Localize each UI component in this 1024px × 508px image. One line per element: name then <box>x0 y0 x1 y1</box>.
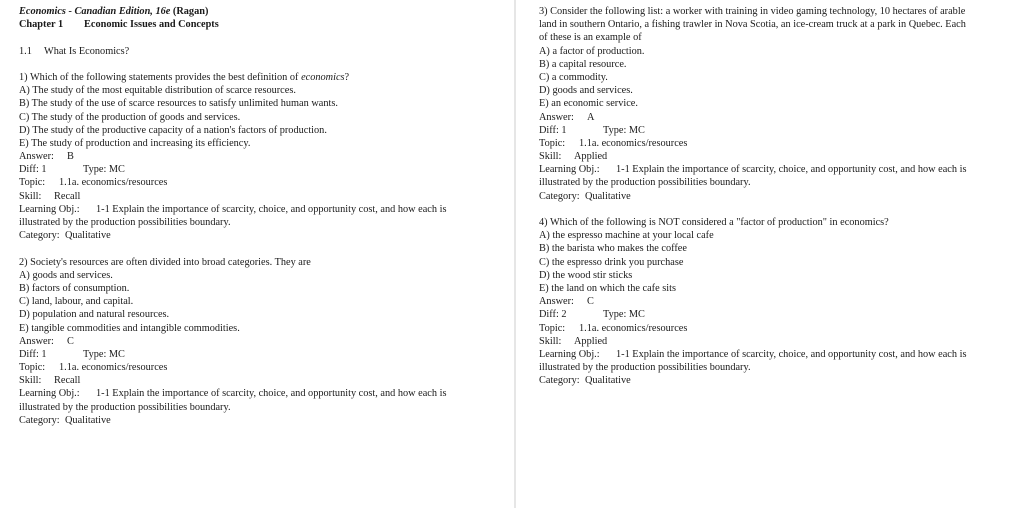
question-stem-line-2: land in southern Ontario, a fishing trawler in Nova Scotia, an ice-cream truck at a park in Quebec. Each <box>539 19 966 31</box>
diff-label-value <box>539 308 603 321</box>
diff-label: Diff: <box>539 309 559 321</box>
question-stem <box>19 71 515 84</box>
type-value: MC <box>628 309 645 321</box>
section-title: What Is Economics? <box>44 45 130 57</box>
option-b: B) The study of the use of scarce resources to satisfy unlimited human wants. <box>19 98 338 110</box>
question-3 <box>539 5 1024 203</box>
category-label: Category: <box>539 190 580 202</box>
diff-label-value <box>19 348 83 361</box>
learning-obj-line <box>19 387 515 400</box>
topic-label: Topic: <box>19 177 46 189</box>
skill-line <box>539 150 1024 163</box>
skill-label: Skill: <box>539 335 562 347</box>
answer-value: C <box>587 296 594 308</box>
chapter-title: Economic Issues and Concepts <box>84 19 219 31</box>
option-a: A) goods and services. <box>19 269 113 281</box>
book-title: Economics - Canadian Edition, 16e <box>19 6 171 17</box>
diff-value: 1 <box>561 124 567 136</box>
answer-line <box>19 335 515 348</box>
option-d: D) goods and services. <box>539 85 633 97</box>
skill-line <box>539 335 1024 348</box>
type-label: Type: <box>603 309 627 321</box>
chapter-heading <box>19 18 515 31</box>
answer-value: C <box>67 335 74 347</box>
topic-value: 1.1a. economics/resources <box>59 177 168 189</box>
skill-value: Recall <box>54 190 81 202</box>
learning-obj-continuation: illustrated by the production possibilities boundary. <box>539 177 751 189</box>
category-line <box>19 229 515 242</box>
learning-obj-label: Learning Obj.: <box>539 348 600 360</box>
answer-label: Answer: <box>539 296 574 308</box>
option-e: E) The study of production and increasing its efficiency. <box>19 137 251 149</box>
category-label: Category: <box>19 414 60 426</box>
answer-line <box>539 111 1024 124</box>
category-value: Qualitative <box>65 230 111 242</box>
answer-line <box>19 150 515 163</box>
learning-obj-continuation: illustrated by the production possibilities boundary. <box>539 362 751 374</box>
diff-label-value <box>539 124 603 137</box>
category-value: Qualitative <box>65 414 111 426</box>
category-value: Qualitative <box>585 190 631 202</box>
skill-value: Applied <box>574 151 608 163</box>
skill-line <box>19 190 515 203</box>
diff-line <box>19 163 515 176</box>
topic-value: 1.1a. economics/resources <box>579 137 688 149</box>
answer-value: A <box>587 111 595 123</box>
category-label: Category: <box>539 375 580 387</box>
option-c: C) a commodity. <box>539 71 608 83</box>
type-value: MC <box>628 124 645 136</box>
type-value: MC <box>108 348 125 360</box>
skill-value: Applied <box>574 335 608 347</box>
topic-value: 1.1a. economics/resources <box>579 322 688 334</box>
answer-line <box>539 295 1024 308</box>
topic-label: Topic: <box>19 362 46 374</box>
option-b: B) a capital resource. <box>539 58 627 70</box>
option-a: A) the espresso machine at your local cafe <box>539 230 714 242</box>
diff-value: 1 <box>41 164 47 176</box>
option-b: B) the barista who makes the coffee <box>539 243 687 255</box>
category-line <box>539 190 1024 203</box>
right-page <box>516 0 1024 508</box>
section-number: 1.1 <box>19 45 32 57</box>
option-a: A) The study of the most equitable distribution of scarce resources. <box>19 85 296 97</box>
diff-label: Diff: <box>539 124 559 136</box>
type-value: MC <box>108 164 125 176</box>
learning-obj-continuation: illustrated by the production possibilities boundary. <box>19 217 231 228</box>
learning-obj-line <box>539 348 1024 361</box>
type-label: Type: <box>83 164 107 176</box>
question-stem: 4) Which of the following is NOT considered a "factor of production" in economics? <box>539 217 889 228</box>
topic-line <box>19 361 515 374</box>
skill-line <box>19 374 515 387</box>
question-4 <box>539 216 1024 387</box>
stem-text-end: ? <box>344 71 350 83</box>
skill-label: Skill: <box>539 151 562 163</box>
type-label: Type: <box>83 348 107 360</box>
answer-value: B <box>67 151 74 163</box>
diff-line <box>19 348 515 361</box>
stem-text: 1) Which of the following statements provides the best definition of <box>19 71 302 83</box>
answer-label: Answer: <box>19 151 54 163</box>
option-e: E) the land on which the cafe sits <box>539 282 676 294</box>
diff-label-value <box>19 163 83 176</box>
learning-obj-continuation: illustrated by the production possibilities boundary. <box>19 401 231 413</box>
option-e: E) tangible commodities and intangible commodities. <box>19 322 240 334</box>
option-c: C) the espresso drink you purchase <box>539 256 684 268</box>
option-a: A) a factor of production. <box>539 45 645 57</box>
category-label: Category: <box>19 230 60 242</box>
learning-obj-value: 1-1 Explain the importance of scarcity, choice, and opportunity cost, and how each is <box>616 348 967 360</box>
category-line <box>539 374 1024 387</box>
stem-emphasis: economics <box>301 71 345 83</box>
skill-label: Skill: <box>19 375 42 387</box>
diff-line <box>539 308 1024 321</box>
section-heading <box>19 45 515 58</box>
option-b: B) factors of consumption. <box>19 282 130 294</box>
diff-label: Diff: <box>19 164 39 176</box>
question-2 <box>19 256 515 427</box>
learning-obj-label: Learning Obj.: <box>539 164 600 176</box>
diff-value: 2 <box>561 309 567 321</box>
skill-label: Skill: <box>19 190 42 202</box>
topic-line <box>539 137 1024 150</box>
answer-label: Answer: <box>539 111 574 123</box>
category-value: Qualitative <box>585 375 631 387</box>
diff-value: 1 <box>41 348 47 360</box>
learning-obj-value: 1-1 Explain the importance of scarcity, choice, and opportunity cost, and how each is <box>616 164 967 176</box>
question-stem-line-3: of these is an example of <box>539 32 642 44</box>
diff-label: Diff: <box>19 348 39 360</box>
answer-label: Answer: <box>19 335 54 347</box>
learning-obj-label: Learning Obj.: <box>19 203 80 215</box>
skill-value: Recall <box>54 375 81 387</box>
option-c: C) The study of the production of goods and services. <box>19 111 241 123</box>
book-title-line <box>19 5 515 18</box>
option-d: D) population and natural resources. <box>19 309 170 321</box>
topic-label: Topic: <box>539 322 566 334</box>
option-e: E) an economic service. <box>539 98 638 110</box>
type-label: Type: <box>603 124 627 136</box>
topic-line <box>19 176 515 189</box>
question-stem: 2) Society's resources are often divided into broad categories. They are <box>19 256 311 268</box>
learning-obj-line <box>539 163 1024 176</box>
chapter-label: Chapter 1 <box>19 19 64 31</box>
question-stem-line-1: 3) Consider the following list: a worker with training in video gaming technology, 10 hectares of arable <box>539 6 966 17</box>
topic-value: 1.1a. economics/resources <box>59 362 168 374</box>
question-1 <box>19 71 515 242</box>
topic-label: Topic: <box>539 137 566 149</box>
book-author: (Ragan) <box>172 6 209 17</box>
option-c: C) land, labour, and capital. <box>19 296 134 308</box>
option-d: D) the wood stir sticks <box>539 269 633 281</box>
learning-obj-value: 1-1 Explain the importance of scarcity, choice, and opportunity cost, and how each is <box>96 203 447 215</box>
diff-line <box>539 124 1024 137</box>
option-d: D) The study of the productive capacity of a nation's factors of production. <box>19 124 327 136</box>
topic-line <box>539 322 1024 335</box>
learning-obj-label: Learning Obj.: <box>19 388 80 400</box>
learning-obj-value: 1-1 Explain the importance of scarcity, choice, and opportunity cost, and how each is <box>96 388 447 400</box>
category-line <box>19 414 515 427</box>
learning-obj-line <box>19 203 515 216</box>
